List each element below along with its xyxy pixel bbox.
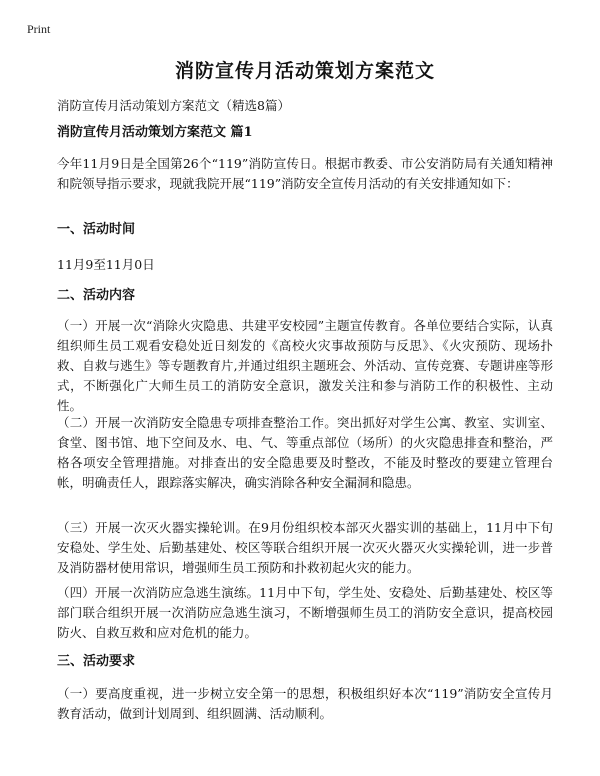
heading-activity-requirements: 三、活动要求 [57,654,136,669]
heading-activity-content: 二、活动内容 [57,288,136,303]
page-title: 消防宣传月活动策划方案范文 [174,60,435,82]
requirement-item-1: （一）要高度重视，进一步树立安全第一的思想，积极组织好本次“119”消防安全宣传月教育活动，做到计划周到、组织圆满、活动顺利。 [57,686,553,721]
content-item-3: （三）开展一次灭火器实操轮训。在9月份组织校本部灭火器实训的基础上，11月中下旬安稳处、学生处、后勤基建处、校区等联合组织开展一次灭火器灭火实操轮训，进一步普及消防器材使用常识，增强师生员工预防和扑救初起火灾的能力。 [57,520,553,575]
heading-activity-time: 一、活动时间 [57,222,136,237]
document-subtitle: 消防宣传月活动策划方案范文（精选8篇） [57,98,290,113]
intro-paragraph: 今年11月9日是全国第26个“119”消防宣传日。根据市教委、市公安消防局有关通知精神和院领导指示要求，现就我院开展“119”消防安全宣传月活动的有关安排通知如下： [57,156,553,191]
content-item-4: （四）开展一次消防应急逃生演练。11月中下旬，学生处、安稳处、后勤基建处、校区等部门联合组织开展一次消防应急逃生演习，不断增强师生员工的消防安全意识，提高校园防火、自救互救和应对危机的能力。 [57,585,553,640]
section-title: 消防宣传月活动策划方案范文 篇1 [57,125,253,140]
content-item-2: （二）开展一次消防安全隐患专项排查整治工作。突出抓好对学生公寓、教室、实训室、食堂、图书馆、地下空间及水、电、气、等重点部位（场所）的火灾隐患排查和整治，严格各项安全管理措施。对排查出的安全隐患要及时整改，不能及时整改的要建立管理台帐，明确责任人，跟踪落实解决，确实消除各种安全漏洞和隐患。 [57,415,553,490]
activity-time-value: 11月9至11月0日 [57,257,155,272]
print-link[interactable]: Print [27,22,51,36]
content-item-1: （一）开展一次“消除火灾隐患、共建平安校园”主题宣传教育。各单位要结合实际，认真组织师生员工观看安稳处近日刻发的《高校火灾事故预防与反思》、《火灾预防、现场扑救、自救与逃生》等专题教育片,并通过组织主题班会、外活动、宣传竞赛、专题讲座等形式，不断强化广大师生员工的消防安全意识，激发关注和参与消防工作的积极性、主动性。 [57,318,553,413]
